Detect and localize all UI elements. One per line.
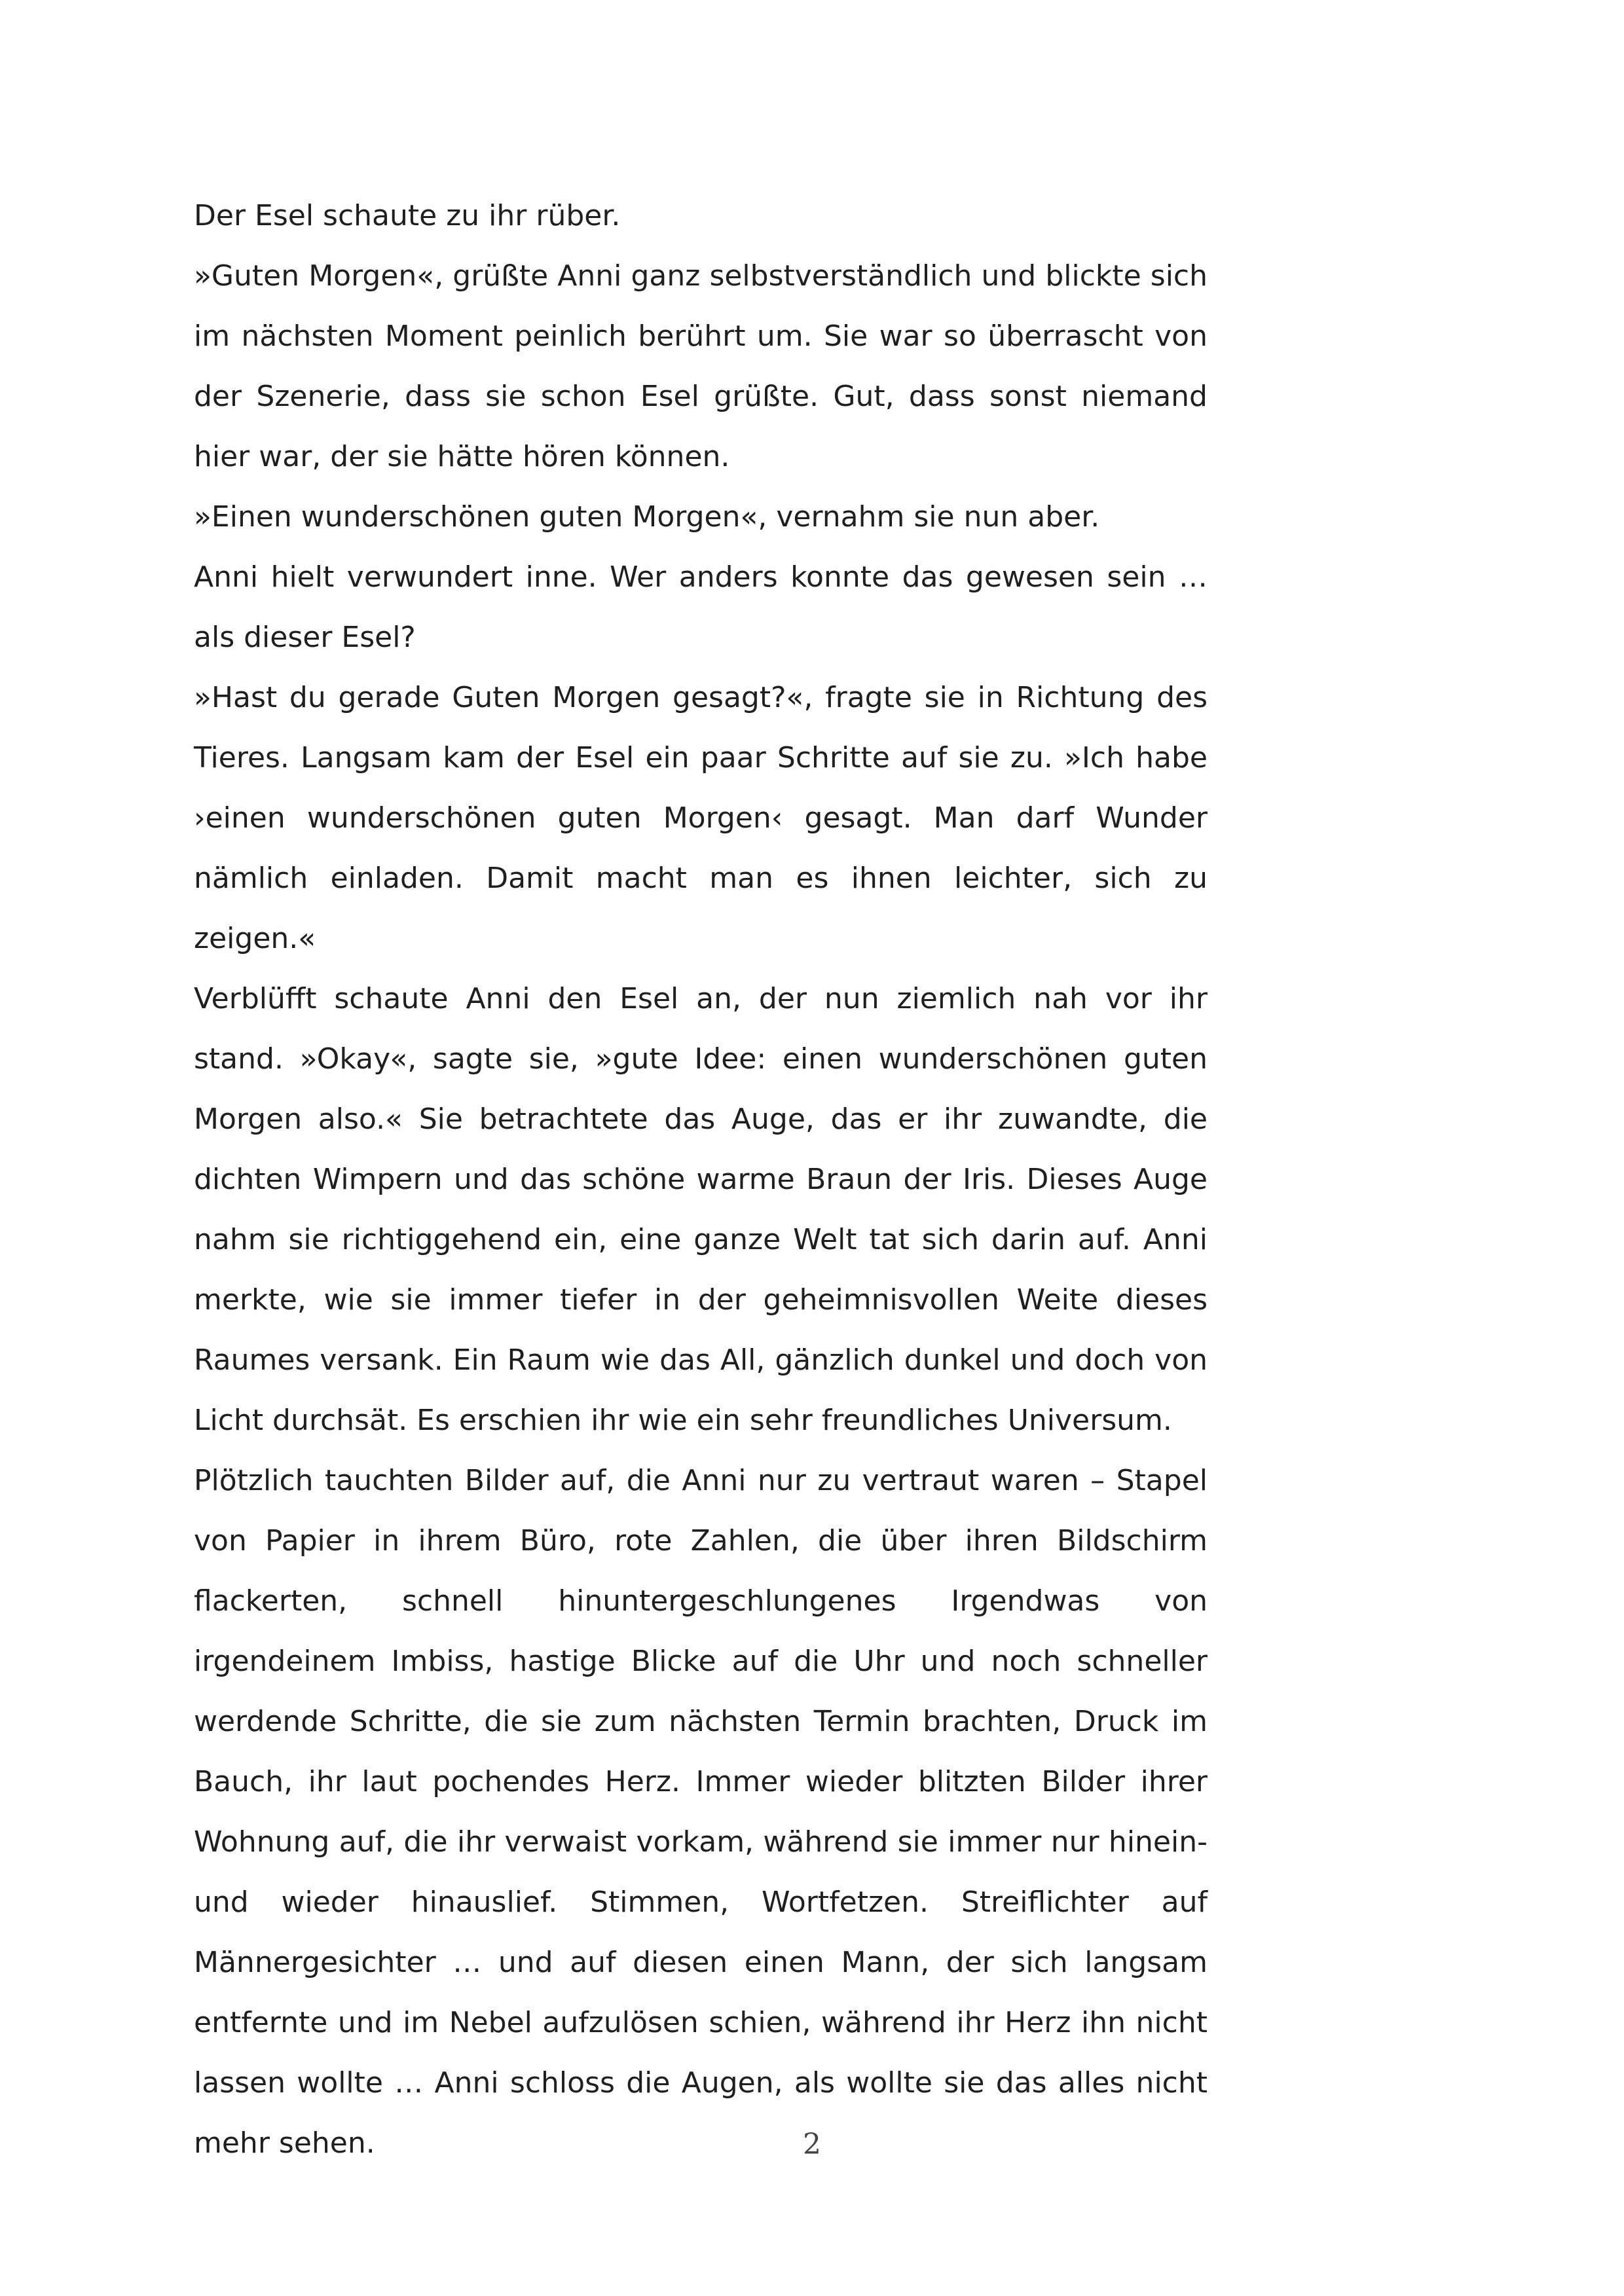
- paragraph: »Hast du gerade Guten Morgen gesagt?«, fragte sie in Richtung des Tieres. Langsam kam der Esel ein paar Schritte auf sie zu. »Ich habe ›einen wunderschönen guten Morgen‹ gesagt. Man darf Wunder nämlich einladen. Damit macht man es ihnen leichter, sich zu zeigen.«: [194, 681, 1208, 955]
- paragraph: Verblüfft schaute Anni den Esel an, der nun ziemlich nah vor ihr stand. »Okay«, sagte sie, »gute Idee: einen wunderschönen guten Morgen also.« Sie betrachtete das Auge, das er ihr zuwandte, die dichten Wimpern und das schöne warme Braun der Iris. Dieses Auge nahm sie richtiggehend ein, eine ganze Welt tat sich darin auf. Anni merkte, wie sie immer tiefer in der geheimnisvollen Weite dieses Raumes versank. Ein Raum wie das All, gänzlich dunkel und doch von Licht durchsät. Es erschien ihr wie ein sehr freundliches Universum.: [194, 982, 1208, 1437]
- body-text: [194, 186, 1208, 2174]
- page-number: 2: [803, 2128, 821, 2161]
- paragraph: Anni hielt verwundert inne. Wer anders konnte das gewesen sein … als dieser Esel?: [194, 560, 1208, 654]
- paragraph: Der Esel schaute zu ihr rüber.: [194, 199, 621, 232]
- paragraph: »Guten Morgen«, grüßte Anni ganz selbstverständlich und blickte sich im nächsten Moment peinlich berührt um. Sie war so überrascht von der Szenerie, dass sie schon Esel grüßte. Gut, dass sonst niemand hier war, der sie hätte hören können.: [194, 259, 1208, 473]
- paragraph: Plötzlich tauchten Bilder auf, die Anni nur zu vertraut waren – Stapel von Papier in ihrem Büro, rote Zahlen, die über ihren Bildschirm flackerten, schnell hinuntergeschlungenes Irgendwas von irgendeinem Imbiss, hastige Blicke auf die Uhr und noch schneller werdende Schritte, die sie zum nächsten Termin brachten, Druck im Bauch, ihr laut pochendes Herz. Immer wieder blitzten Bilder ihrer Wohnung auf, die ihr verwaist vorkam, während sie immer nur hinein- und wieder hinauslief. Stimmen, Wortfetzen. Streiflichter auf Männergesichter … und auf diesen einen Mann, der sich langsam entfernte und im Nebel aufzulösen schien, während ihr Herz ihn nicht lassen wollte … Anni schloss die Augen, als wollte sie das alles nicht mehr sehen.: [194, 1464, 1208, 2160]
- paragraph: »Einen wunderschönen guten Morgen«, vernahm sie nun aber.: [194, 500, 1100, 534]
